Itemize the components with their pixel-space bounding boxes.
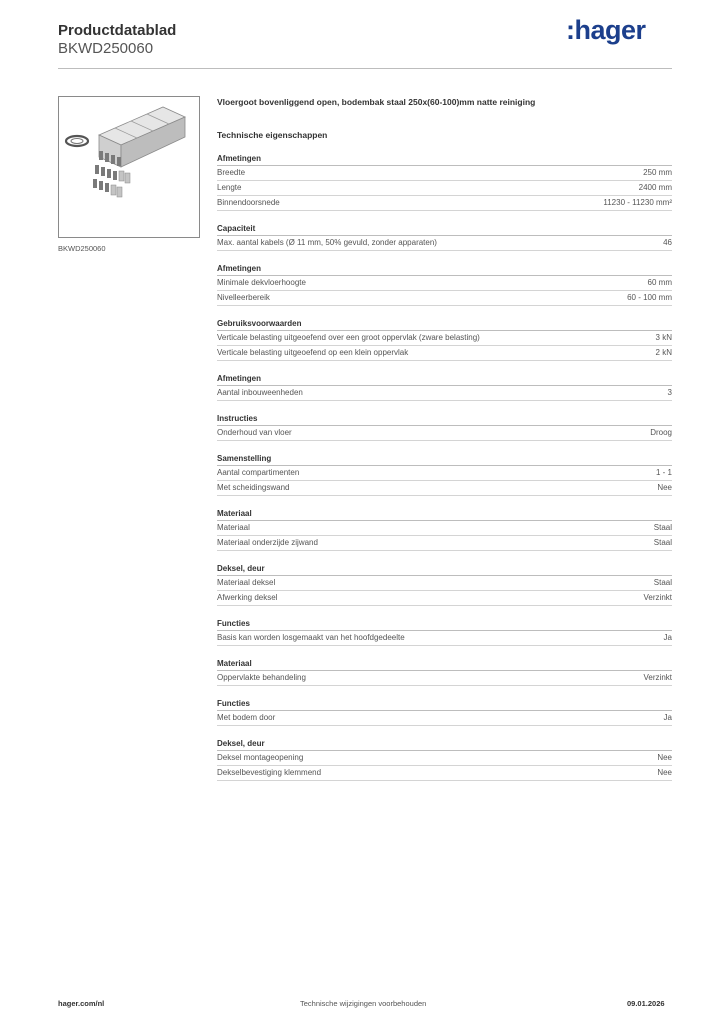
- spec-value: Nee: [657, 483, 672, 492]
- spec-content: [217, 95, 672, 781]
- spec-row: [217, 291, 672, 306]
- spec-value: 46: [663, 238, 672, 247]
- spec-row: [217, 711, 672, 726]
- spec-value: Verzinkt: [643, 673, 672, 682]
- spec-label: Materiaal: [217, 523, 250, 532]
- header-divider: [58, 68, 672, 69]
- spec-value: Staal: [653, 523, 672, 532]
- spec-row: [217, 276, 672, 291]
- spec-row: [217, 751, 672, 766]
- spec-label: Max. aantal kabels (Ø 11 mm, 50% gevuld, zonder apparaten): [217, 238, 437, 247]
- section-title: Functies: [217, 697, 672, 711]
- section-title: Functies: [217, 617, 672, 631]
- spec-row: [217, 166, 672, 181]
- spec-section: [217, 507, 672, 551]
- hager-logo: :hager: [566, 15, 646, 45]
- spec-row: [217, 576, 672, 591]
- spec-row: [217, 331, 672, 346]
- section-title: Afmetingen: [217, 152, 672, 166]
- spec-row: [217, 671, 672, 686]
- product-image: [58, 96, 200, 238]
- spec-row: [217, 766, 672, 781]
- spec-label: Lengte: [217, 183, 242, 192]
- spec-label: Verticale belasting uitgeoefend op een klein oppervlak: [217, 348, 409, 357]
- spec-section: [217, 452, 672, 496]
- spec-value: Verzinkt: [643, 593, 672, 602]
- section-title: Afmetingen: [217, 262, 672, 276]
- spec-section: [217, 372, 672, 401]
- spec-label: Breedte: [217, 168, 246, 177]
- section-title: Afmetingen: [217, 372, 672, 386]
- footer-notice: Technische wijzigingen voorbehouden: [300, 999, 427, 1008]
- spec-label: Met scheidingswand: [217, 483, 290, 492]
- spec-value: Ja: [663, 713, 672, 722]
- section-title: Gebruiksvoorwaarden: [217, 317, 672, 331]
- spec-label: Dekselbevestiging klemmend: [217, 768, 322, 777]
- spec-label: Nivelleerbereik: [217, 293, 270, 302]
- spec-section: [217, 412, 672, 441]
- spec-row: [217, 466, 672, 481]
- spec-label: Onderhoud van vloer: [217, 428, 292, 437]
- spec-label: Aantal compartimenten: [217, 468, 300, 477]
- section-title: Deksel, deur: [217, 737, 672, 751]
- spec-row: [217, 536, 672, 551]
- spec-section: [217, 262, 672, 306]
- spec-row: [217, 386, 672, 401]
- spec-value: 60 - 100 mm: [627, 293, 672, 302]
- spec-row: [217, 346, 672, 361]
- spec-label: Basis kan worden losgemaakt van het hoofdgedeelte: [217, 633, 405, 642]
- spec-label: Binnendoorsnede: [217, 198, 280, 207]
- spec-value: 2 kN: [655, 348, 672, 357]
- spec-value: 1 - 1: [655, 468, 672, 477]
- spec-section: [217, 657, 672, 686]
- tech-properties-title: Technische eigenschappen: [217, 130, 328, 140]
- spec-value: 11230 - 11230 mm²: [603, 198, 672, 207]
- section-title: Materiaal: [217, 507, 672, 521]
- footer-date: 09.01.2026: [627, 999, 665, 1008]
- spec-row: [217, 426, 672, 441]
- spec-value: Nee: [657, 753, 672, 762]
- floor-duct-illustration: [59, 97, 199, 237]
- spec-label: Oppervlakte behandeling: [217, 673, 306, 682]
- spec-value: Droog: [650, 428, 672, 437]
- spec-value: 3: [667, 388, 672, 397]
- section-title: Samenstelling: [217, 452, 672, 466]
- spec-label: Deksel montageopening: [217, 753, 304, 762]
- spec-section: [217, 617, 672, 646]
- spec-section: [217, 152, 672, 211]
- spec-label: Aantal inbouweenheden: [217, 388, 303, 397]
- spec-section: [217, 562, 672, 606]
- spec-row: [217, 196, 672, 211]
- spec-row: [217, 521, 672, 536]
- product-code: BKWD250060: [58, 40, 154, 57]
- section-title: Capaciteit: [217, 222, 672, 236]
- spec-value: Staal: [653, 578, 672, 587]
- spec-value: 60 mm: [647, 278, 672, 287]
- spec-section: [217, 737, 672, 781]
- section-title: Materiaal: [217, 657, 672, 671]
- spec-section: [217, 697, 672, 726]
- spec-value: 3 kN: [655, 333, 672, 342]
- spec-row: [217, 591, 672, 606]
- page-title: Productdatablad: [58, 22, 177, 39]
- spec-label: Materiaal onderzijde zijwand: [217, 538, 318, 547]
- spec-row: [217, 481, 672, 496]
- spec-label: Met bodem door: [217, 713, 276, 722]
- footer-website-link[interactable]: hager.com/nl: [58, 999, 105, 1008]
- spec-label: Verticale belasting uitgeoefend over een groot oppervlak (zware belasting): [217, 333, 480, 342]
- spec-value: Ja: [663, 633, 672, 642]
- spec-row: [217, 236, 672, 251]
- spec-label: Materiaal deksel: [217, 578, 276, 587]
- spec-section: [217, 222, 672, 251]
- spec-row: [217, 631, 672, 646]
- spec-value: 250 mm: [643, 168, 672, 177]
- spec-label: Minimale dekvloerhoogte: [217, 278, 306, 287]
- section-title: Deksel, deur: [217, 562, 672, 576]
- spec-label: Afwerking deksel: [217, 593, 278, 602]
- image-caption: BKWD250060: [58, 244, 106, 253]
- spec-row: [217, 181, 672, 196]
- spec-value: Nee: [657, 768, 672, 777]
- spec-value: 2400 mm: [638, 183, 672, 192]
- product-description: Vloergoot bovenliggend open, bodembak staal 250x(60-100)mm natte reiniging: [217, 97, 536, 107]
- spec-section: [217, 317, 672, 361]
- section-title: Instructies: [217, 412, 672, 426]
- spec-value: Staal: [653, 538, 672, 547]
